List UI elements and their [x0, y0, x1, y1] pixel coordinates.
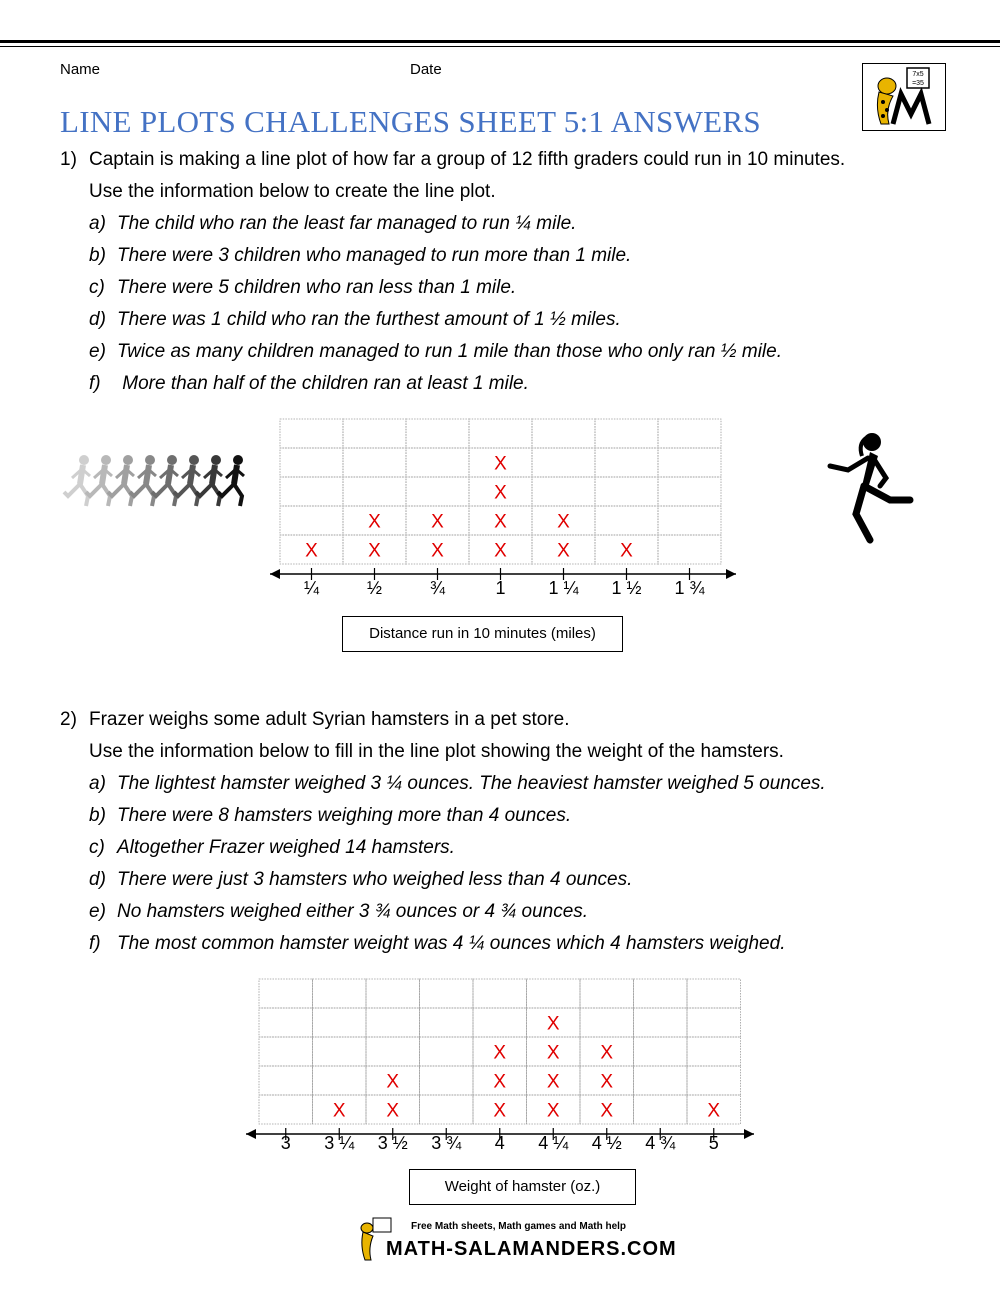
q1-item: [89, 341, 782, 363]
grid-cell: [406, 477, 469, 506]
q2-line1: Frazer weighs some adult Syrian hamsters in a pet store.: [89, 709, 570, 730]
grid-cell: [280, 419, 343, 448]
runner-figure: [152, 455, 178, 506]
q2-item: [89, 901, 588, 923]
q1-item: [89, 373, 529, 395]
q1-item: [89, 245, 631, 267]
plot-x-mark: X: [494, 482, 507, 504]
grid-cell: [343, 419, 406, 448]
q2-item-text: The lightest hamster weighed 3 ¼ ounces. The heaviest hamster weighed 5 ounces.: [117, 773, 826, 794]
tick-label: 4 ¼: [538, 1133, 569, 1153]
q1-item-text: There were 5 children who ran less than 1 mile.: [117, 277, 517, 298]
grid-cell: [595, 419, 658, 448]
grid-cell: [595, 477, 658, 506]
grid-cell: [259, 979, 313, 1008]
plot-x-mark: X: [546, 1042, 560, 1064]
tick-label: 3 ¼: [324, 1133, 355, 1153]
grid-cell: [366, 979, 420, 1008]
grid-cell: [280, 448, 343, 477]
plot-x-mark: X: [494, 453, 507, 475]
runner-figure: [108, 455, 134, 506]
grid-cell: [687, 1037, 741, 1066]
grid-cell: [313, 979, 367, 1008]
grid-cell: [420, 1095, 474, 1124]
chart-1-axis-label: Distance run in 10 minutes (miles): [342, 616, 623, 652]
grid-cell: [259, 1008, 313, 1037]
tick-label: 1 ½: [611, 578, 642, 598]
plot-x-mark: X: [600, 1071, 614, 1093]
grid-cell: [280, 506, 343, 535]
runner-figure: [196, 455, 222, 506]
q1-line1: Captain is making a line plot of how far a group of 12 fifth graders could run in 10 minutes.: [89, 149, 846, 170]
plot-x-mark: X: [494, 511, 507, 533]
plot-x-mark: X: [557, 511, 570, 533]
grid-cell: [420, 1066, 474, 1095]
plot-x-mark: X: [546, 1100, 560, 1122]
top-rule-thin: [0, 46, 1000, 47]
grid-cell: [366, 1008, 420, 1037]
plot-x-mark: X: [493, 1042, 507, 1064]
q2-item-text: No hamsters weighed either 3 ¾ ounces or 4 ¾ ounces.: [117, 901, 589, 922]
footer-tagline: Free Math sheets, Math games and Math help: [411, 1221, 627, 1232]
q1-item-letter: e): [89, 341, 106, 362]
q2-item-text: The most common hamster weight was 4 ¼ ounces which 4 hamsters weighed.: [117, 933, 786, 954]
q1-item-text: There was 1 child who ran the furthest amount of 1 ½ miles.: [117, 309, 621, 330]
q1-item: [89, 213, 576, 235]
logo-text-bottom: =35: [912, 80, 924, 87]
plot-x-mark: X: [600, 1042, 614, 1064]
q2-item-text: There were just 3 hamsters who weighed less than 4 ounces.: [117, 869, 633, 890]
q2-item-text: There were 8 hamsters weighing more than 4 ounces.: [117, 805, 572, 826]
arrow-left-icon: [270, 569, 280, 579]
q1-item: [89, 309, 621, 331]
plot-x-mark: X: [557, 540, 570, 562]
tick-label: 4 ¾: [645, 1133, 676, 1153]
plot-x-mark: X: [332, 1100, 346, 1122]
runner-figure: [130, 455, 156, 506]
plot-x-mark: X: [707, 1100, 721, 1122]
q1-item-letter: c): [89, 277, 105, 298]
q2-item: [89, 869, 632, 891]
grid-cell: [634, 979, 688, 1008]
grid-cell: [343, 477, 406, 506]
q2-item-letter: f): [89, 933, 101, 954]
q2-item: [89, 837, 455, 859]
q1-line2: Use the information below to create the line plot.: [89, 181, 496, 202]
q1-item-text: Twice as many children managed to run 1 mile than those who only ran ½ mile.: [117, 341, 782, 362]
salamander-logo-icon: [862, 63, 946, 131]
q2-item-letter: c): [89, 837, 105, 858]
tick-label: 4 ½: [591, 1133, 622, 1153]
date-label: Date: [410, 61, 442, 78]
plot-x-mark: X: [386, 1071, 400, 1093]
grid-cell: [658, 448, 721, 477]
grid-cell: [420, 979, 474, 1008]
grid-cell: [658, 419, 721, 448]
grid-cell: [532, 477, 595, 506]
plot-x-mark: X: [431, 540, 444, 562]
plot-x-mark: X: [431, 511, 444, 533]
q1-item-letter: f): [89, 373, 101, 394]
q2-item: [89, 805, 571, 827]
grid-cell: [259, 1095, 313, 1124]
grid-cell: [420, 1008, 474, 1037]
plot-x-mark: X: [546, 1071, 560, 1093]
tick-label: ¾: [429, 578, 445, 598]
tick-label: 1 ¼: [548, 578, 579, 598]
grid-cell: [406, 448, 469, 477]
logo-text-top: 7x5: [912, 71, 924, 78]
q1-number: 1): [60, 149, 77, 170]
grid-cell: [687, 1008, 741, 1037]
runners-icon: [60, 452, 255, 514]
plot-x-mark: X: [494, 540, 507, 562]
grid-cell: [687, 1066, 741, 1095]
grid-cell: [595, 506, 658, 535]
chart-2-axis-label: Weight of hamster (oz.): [409, 1169, 636, 1205]
plot-x-mark: X: [368, 540, 381, 562]
tick-label: 4: [494, 1133, 505, 1153]
q2-item-text: Altogether Frazer weighed 14 hamsters.: [117, 837, 455, 858]
grid-cell: [280, 477, 343, 506]
arrow-right-icon: [726, 569, 736, 579]
tick-label: 3 ½: [377, 1133, 408, 1153]
chart-1-svg: [260, 415, 750, 590]
runner-figure: [86, 455, 112, 506]
plot-x-mark: X: [546, 1013, 560, 1035]
footer-site: MATH-SALAMANDERS.COM: [386, 1238, 677, 1260]
tick-label: 1: [495, 578, 506, 598]
q1-item-letter: b): [89, 245, 106, 266]
plot-x-mark: X: [386, 1100, 400, 1122]
grid-cell: [658, 506, 721, 535]
q2-item: [89, 773, 826, 795]
tick-label: ½: [366, 578, 382, 598]
q2-item-letter: e): [89, 901, 106, 922]
plot-x-mark: X: [620, 540, 633, 562]
tick-label: 1 ¾: [674, 578, 705, 598]
q1-item-text: The child who ran the least far managed to run ¼ mile.: [117, 213, 577, 234]
page-title: LINE PLOTS CHALLENGES SHEET 5:1 ANSWERS: [60, 104, 761, 139]
q1-item-text: More than half of the children ran at least 1 mile.: [117, 373, 529, 394]
q1-item: [89, 277, 516, 299]
grid-cell: [259, 1066, 313, 1095]
grid-cell: [634, 1066, 688, 1095]
name-label: Name: [60, 61, 101, 78]
plot-x-mark: X: [600, 1100, 614, 1122]
grid-cell: [343, 448, 406, 477]
grid-cell: [658, 535, 721, 564]
q2-item-letter: a): [89, 773, 106, 794]
plot-x-mark: X: [493, 1100, 507, 1122]
grid-cell: [473, 1008, 527, 1037]
running-woman-icon: [822, 430, 917, 548]
grid-cell: [580, 979, 634, 1008]
grid-cell: [313, 1008, 367, 1037]
grid-cell: [473, 979, 527, 1008]
grid-cell: [527, 979, 581, 1008]
arrow-left-icon: [246, 1129, 256, 1139]
q2-number: 2): [60, 709, 77, 730]
q1-item-letter: d): [89, 309, 106, 330]
q2-item-letter: b): [89, 805, 106, 826]
q1-item-letter: a): [89, 213, 106, 234]
grid-cell: [313, 1066, 367, 1095]
q2-line2: Use the information below to fill in the line plot showing the weight of the hamsters.: [89, 741, 784, 762]
tick-label: 3: [280, 1133, 291, 1153]
tick-label: ¼: [303, 578, 319, 598]
runner-figure: [174, 455, 200, 506]
q2-item: [89, 933, 785, 955]
plot-x-mark: X: [493, 1071, 507, 1093]
grid-cell: [634, 1095, 688, 1124]
grid-cell: [532, 448, 595, 477]
chart-1: [260, 415, 750, 590]
grid-cell: [469, 419, 532, 448]
arrow-right-icon: [744, 1129, 754, 1139]
grid-cell: [595, 448, 658, 477]
grid-cell: [406, 419, 469, 448]
plot-x-mark: X: [368, 511, 381, 533]
tick-label: 5: [708, 1133, 719, 1153]
grid-cell: [313, 1037, 367, 1066]
runner-figure: [218, 455, 244, 506]
grid-cell: [259, 1037, 313, 1066]
chart-2: [240, 975, 760, 1145]
runner-figure: [64, 455, 90, 506]
q1-item-text: There were 3 children who managed to run more than 1 mile.: [117, 245, 632, 266]
grid-cell: [658, 477, 721, 506]
grid-cell: [580, 1008, 634, 1037]
top-rule: [0, 40, 1000, 43]
chart-2-svg: [240, 975, 760, 1145]
grid-cell: [634, 1008, 688, 1037]
plot-x-mark: X: [305, 540, 318, 562]
q2-item-letter: d): [89, 869, 106, 890]
grid-cell: [634, 1037, 688, 1066]
grid-cell: [420, 1037, 474, 1066]
grid-cell: [687, 979, 741, 1008]
grid-cell: [532, 419, 595, 448]
tick-label: 3 ¾: [431, 1133, 462, 1153]
grid-cell: [366, 1037, 420, 1066]
